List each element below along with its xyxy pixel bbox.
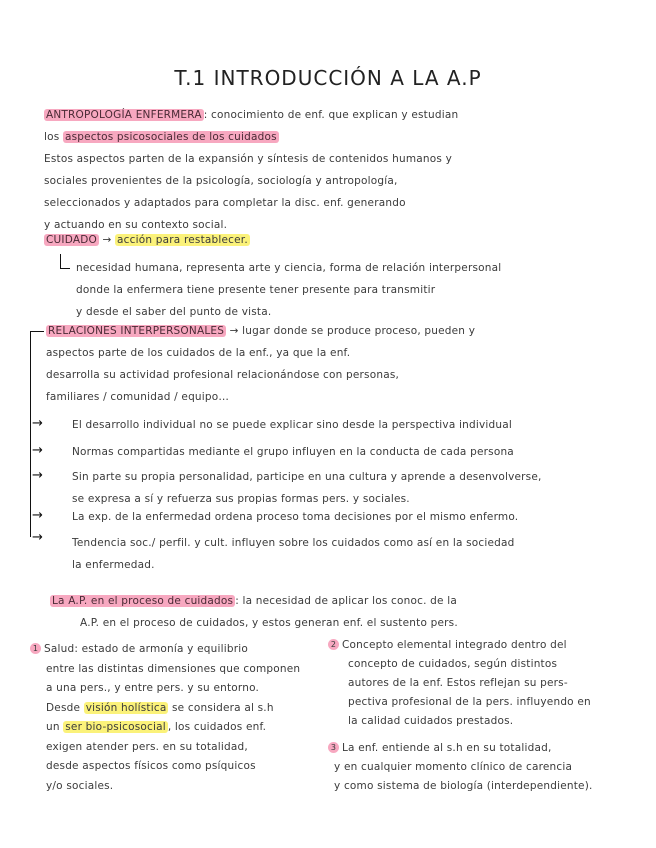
left-line-4-pre: Desde bbox=[46, 701, 81, 714]
relaciones-line-4: familiares / comunidad / equipo… bbox=[46, 391, 230, 403]
left-line-4-post: se considera al s.h bbox=[172, 701, 274, 714]
ap-line-1: : la necesidad de aplicar los conoc. de la bbox=[235, 595, 457, 607]
cuidado-label: CUIDADO bbox=[46, 234, 97, 246]
intro-line-5: seleccionados y adaptados para completar la disc. enf. generando bbox=[44, 197, 406, 209]
right-column bbox=[328, 636, 593, 796]
vision-holistica-highlight: visión holística bbox=[85, 701, 167, 714]
right-line-8: y como sistema de biología (interdependiente). bbox=[334, 780, 593, 792]
bullet-arrow-icon: → bbox=[32, 416, 43, 431]
number-badge: 1 bbox=[30, 643, 41, 654]
relaciones-bracket bbox=[30, 331, 31, 537]
bullet-text: Sin parte su propia personalidad, participe en una cultura y aprende a desenvolverse, bbox=[72, 471, 542, 483]
psicosocial-highlight: aspectos psicosociales de los cuidados bbox=[64, 131, 277, 143]
left-line-2: entre las distintas dimensiones que componen bbox=[46, 662, 301, 675]
cuidado-arrow: → bbox=[102, 234, 112, 246]
bullet-text-continued: se expresa a sí y refuerza sus propias formas pers. y sociales. bbox=[72, 493, 410, 505]
left-line-7: desde aspectos físicos como psíquicos bbox=[46, 760, 256, 772]
cuidado-line-2: donde la enfermera tiene presente tener presente para transmitir bbox=[76, 284, 436, 296]
left-line-5-pre: un bbox=[46, 721, 60, 733]
cuidado-heading bbox=[44, 229, 250, 251]
bullet-arrow-icon: → bbox=[32, 508, 43, 523]
left-line-8: y/o sociales. bbox=[46, 779, 114, 792]
bullet-text: El desarrollo individual no se puede explicar sino desde la perspectiva individual bbox=[72, 419, 512, 431]
bullet-text: Normas compartidas mediante el grupo influyen en la conducta de cada persona bbox=[72, 446, 514, 458]
relaciones-connector bbox=[30, 331, 44, 332]
relaciones-line-2: aspectos parte de los cuidados de la enf., ya que la enf. bbox=[46, 347, 351, 359]
right-line-3: autores de la enf. Estos reflejan su pers- bbox=[348, 677, 568, 689]
ap-line-2: A.P. en el proceso de cuidados, y estos generan enf. el sustento pers. bbox=[80, 617, 458, 629]
cuidado-bracket bbox=[60, 254, 61, 268]
relaciones-block bbox=[46, 320, 475, 408]
bullet-arrow-icon: → bbox=[32, 443, 43, 458]
left-line-1: Salud: estado de armonía y equilibrio bbox=[44, 643, 248, 655]
cuidado-definition: acción para restablecer. bbox=[117, 234, 248, 246]
bullet-text-continued: la enfermedad. bbox=[72, 559, 155, 571]
ap-highlight: La A.P. en el proceso de cuidados bbox=[52, 595, 234, 607]
bullet-text: Tendencia soc./ perfil. y cult. influyen sobre los cuidados como así en la sociedad bbox=[72, 537, 515, 549]
left-line-3: a una pers., y entre pers. y su entorno. bbox=[46, 682, 260, 694]
right-line-4: pectiva profesional de la pers. influyendo en bbox=[348, 696, 591, 708]
intro-line-4: sociales provenientes de la psicología, sociología y antropología, bbox=[44, 175, 398, 187]
right-line-6: La enf. entiende al s.h en su totalidad, bbox=[342, 742, 552, 754]
intro-block bbox=[44, 104, 458, 236]
bullet-item bbox=[72, 441, 514, 463]
ap-block bbox=[50, 590, 458, 634]
bullet-arrow-icon: → bbox=[32, 468, 43, 483]
intro-line-1: : conocimiento de enf. que explican y estudian bbox=[203, 109, 459, 121]
cuidado-line-1: necesidad humana, representa arte y ciencia, forma de relación interpersonal bbox=[76, 262, 502, 274]
relaciones-label: RELACIONES INTERPERSONALES bbox=[48, 325, 225, 337]
left-column bbox=[30, 640, 300, 796]
intro-line-2-pre: los bbox=[44, 131, 60, 143]
bullet-arrow-icon: → bbox=[32, 530, 43, 545]
bullet-item bbox=[72, 506, 518, 528]
left-line-5-post: , los cuidados enf. bbox=[167, 721, 267, 733]
intro-line-6: y actuando en su contexto social. bbox=[44, 219, 228, 231]
right-line-5: la calidad cuidados prestados. bbox=[348, 715, 514, 727]
relaciones-line-3: desarrolla su actividad profesional relacionándose con personas, bbox=[46, 369, 400, 381]
right-line-1: Concepto elemental integrado dentro del bbox=[342, 639, 567, 651]
relaciones-line-1: → lugar donde se produce proceso, pueden y bbox=[229, 325, 476, 337]
bullet-item bbox=[72, 414, 512, 436]
antropologia-highlight: ANTROPOLOGÍA ENFERMERA bbox=[46, 109, 202, 121]
page-title: T.1 INTRODUCCIÓN A LA A.P bbox=[174, 66, 482, 90]
number-badge: 3 bbox=[328, 742, 339, 753]
right-line-7: y en cualquier momento clínico de carencia bbox=[334, 761, 573, 773]
number-badge: 2 bbox=[328, 639, 339, 650]
right-line-2: concepto de cuidados, según distintos bbox=[348, 658, 558, 670]
bio-psicosocial-highlight: ser bio-psicosocial bbox=[65, 721, 166, 733]
bullet-item bbox=[72, 532, 515, 576]
cuidado-line-3: y desde el saber del punto de vista. bbox=[76, 306, 272, 318]
cuidado-body bbox=[76, 257, 501, 323]
cuidado-bracket-foot bbox=[60, 268, 70, 269]
bullet-item bbox=[72, 466, 542, 510]
intro-line-3: Estos aspectos parten de la expansión y síntesis de contenidos humanos y bbox=[44, 153, 452, 165]
bullet-text: La exp. de la enfermedad ordena proceso toma decisiones por el mismo enfermo. bbox=[72, 511, 519, 523]
left-line-6: exigen atender pers. en su totalidad, bbox=[46, 740, 248, 753]
